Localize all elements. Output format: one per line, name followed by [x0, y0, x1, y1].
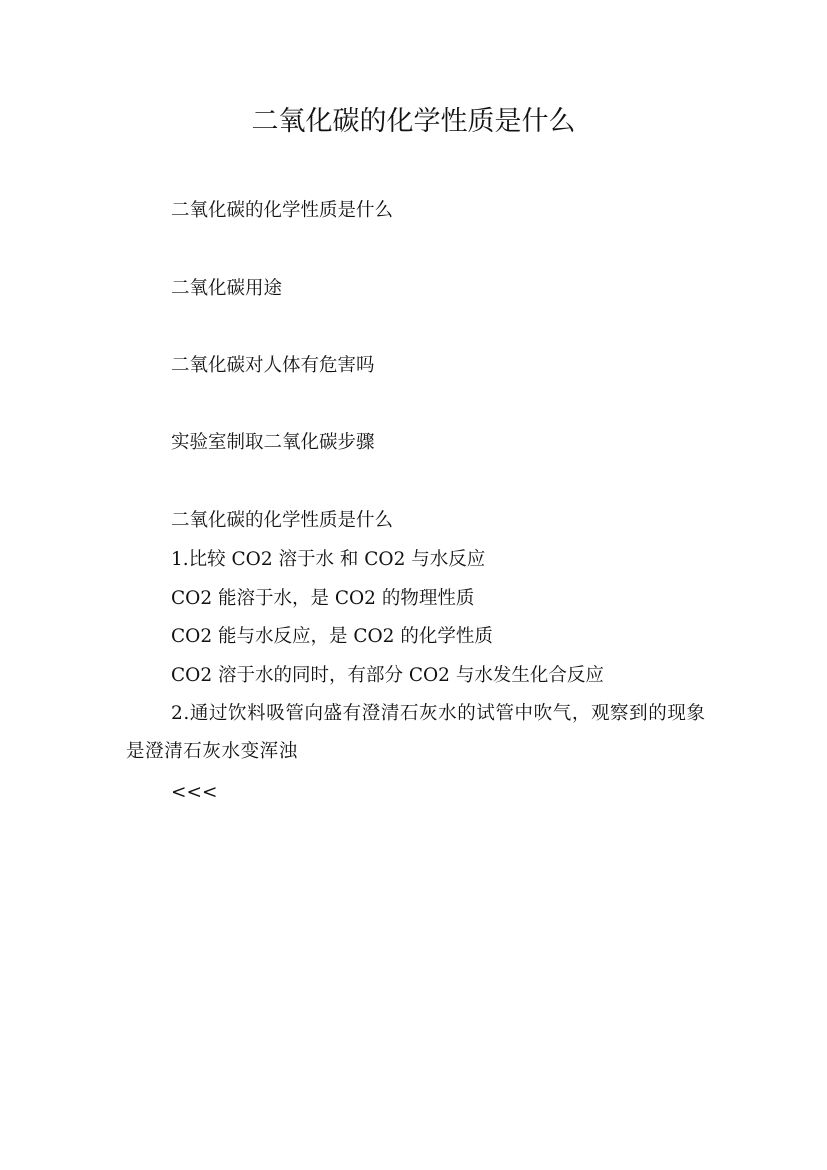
- document-title: 二氧化碳的化学性质是什么: [251, 106, 576, 137]
- toc-item: 二氧化碳对人体有危害吗: [171, 355, 375, 376]
- body-line: CO2 能与水反应，是 CO2 的化学性质: [171, 626, 493, 647]
- body-line: CO2 溶于水的同时，有部分 CO2 与水发生化合反应: [171, 665, 604, 686]
- section-heading: 二氧化碳的化学性质是什么: [171, 510, 394, 531]
- more-marker: <<<: [171, 782, 218, 803]
- toc-item: 二氧化碳的化学性质是什么: [171, 200, 394, 221]
- body-line: 1.比较 CO2 溶于水 和 CO2 与水反应: [171, 549, 486, 570]
- body-line: CO2 能溶于水，是 CO2 的物理性质: [171, 588, 475, 609]
- toc-item: 二氧化碳用途: [171, 278, 283, 299]
- body-paragraph: 2.通过饮料吸管向盛有澄清石灰水的试管中吹气，观察到的现象是澄清石灰水变浑浊: [126, 703, 706, 762]
- toc-item: 实验室制取二氧化碳步骤: [171, 432, 375, 453]
